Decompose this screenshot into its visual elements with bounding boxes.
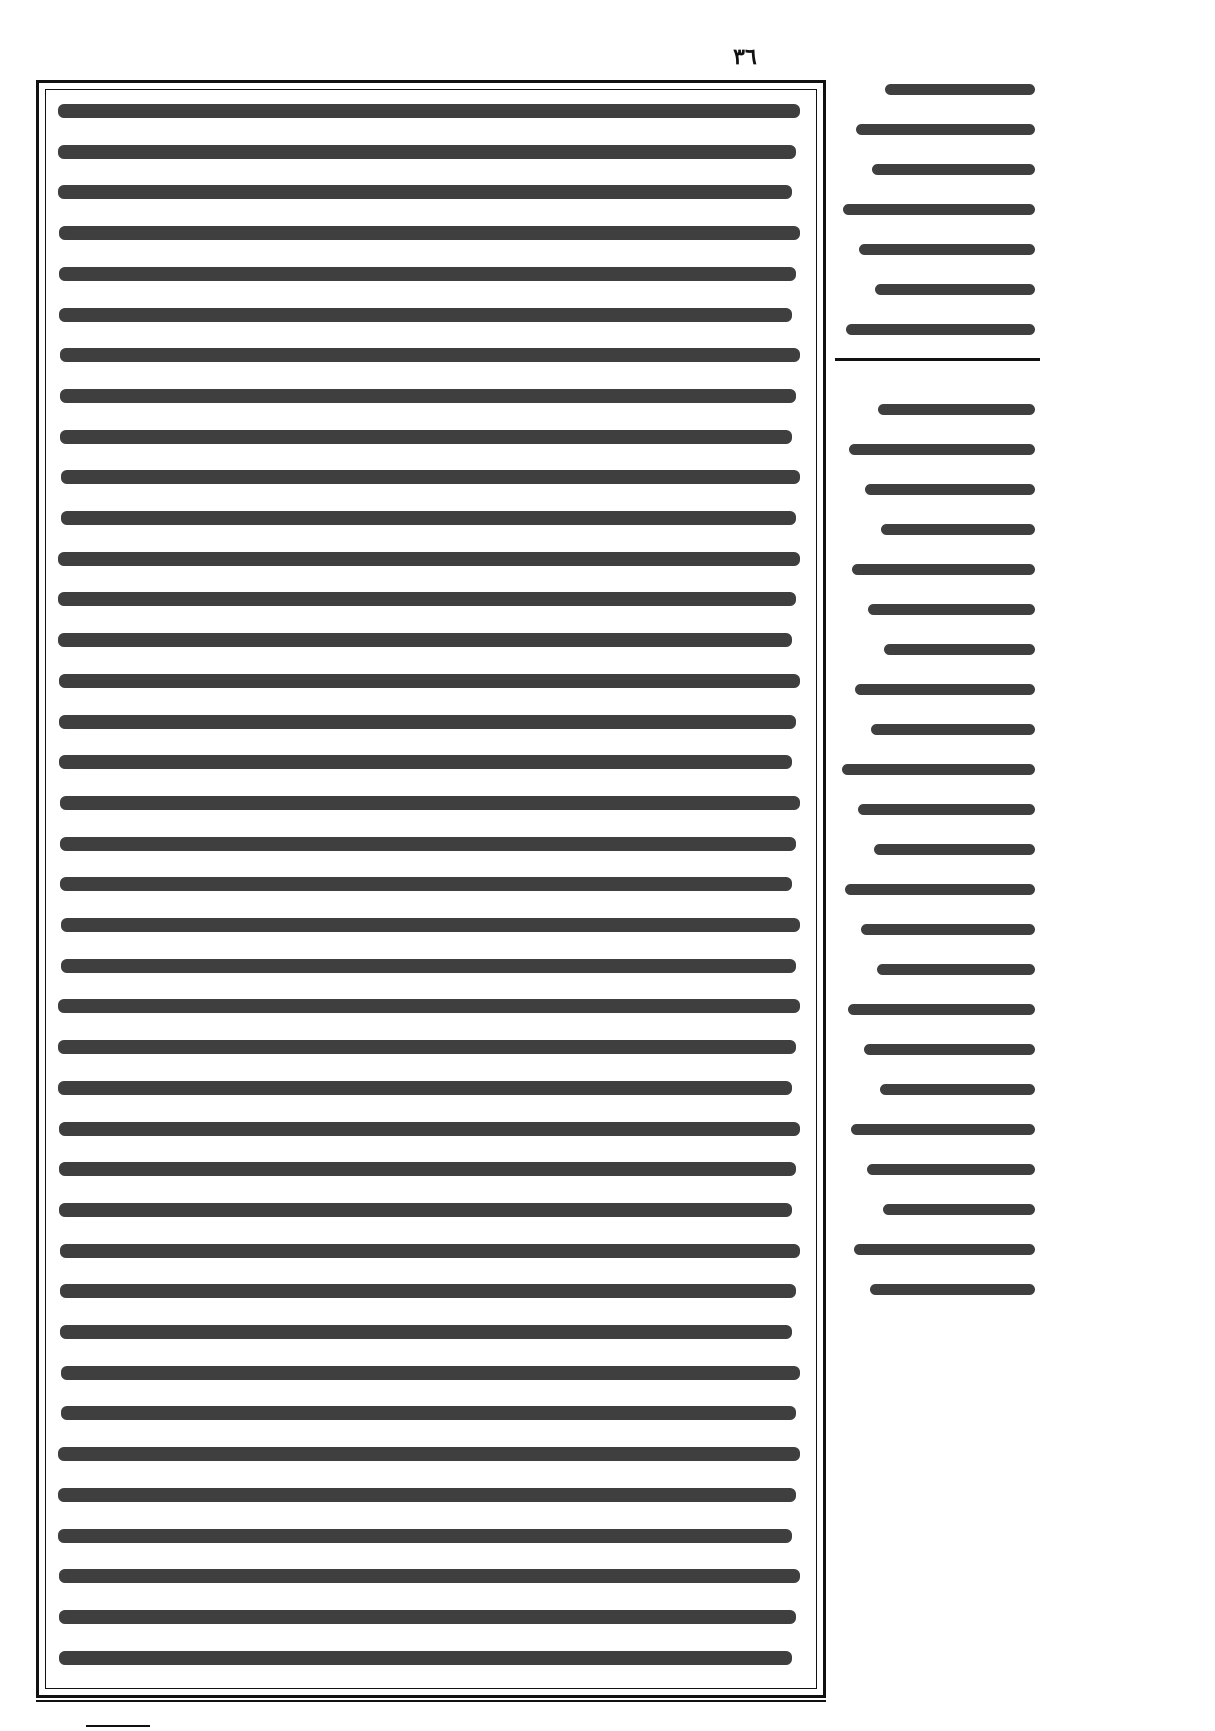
page-number: ٣٦ <box>733 44 757 70</box>
main-text-line <box>59 1569 800 1583</box>
margin-text-line <box>849 444 1035 455</box>
margin-text-line <box>852 564 1035 575</box>
margin-text-line <box>870 1284 1035 1295</box>
main-text-line <box>60 796 800 810</box>
main-text-line <box>60 1325 792 1339</box>
main-text-line <box>61 1406 796 1420</box>
main-text-line <box>58 145 796 159</box>
main-text-line <box>58 104 800 118</box>
margin-divider <box>835 358 1040 361</box>
main-text-line <box>61 470 800 484</box>
margin-text-line <box>864 1044 1035 1055</box>
main-text-line <box>60 389 796 403</box>
main-text-line <box>61 959 796 973</box>
main-text-line <box>59 755 792 769</box>
margin-text-line <box>883 1204 1035 1215</box>
margin-text-line <box>884 644 1035 655</box>
margin-text-line <box>878 404 1035 415</box>
main-text-line <box>58 592 796 606</box>
main-text-line <box>58 1488 796 1502</box>
main-text-line <box>59 674 800 688</box>
main-text-line <box>58 552 800 566</box>
margin-text-line <box>843 204 1035 215</box>
margin-text-line <box>851 1124 1035 1135</box>
margin-text-line <box>854 1244 1035 1255</box>
margin-text-line <box>845 884 1035 895</box>
main-text-line <box>59 1122 800 1136</box>
main-text-line <box>58 1447 800 1461</box>
main-text-line <box>58 999 800 1013</box>
margin-text-line <box>858 804 1035 815</box>
main-text-line <box>60 348 800 362</box>
margin-text-line <box>842 764 1035 775</box>
margin-text-line <box>861 924 1035 935</box>
margin-text-line <box>855 684 1035 695</box>
main-text-line <box>58 1529 792 1543</box>
main-text-line <box>61 511 796 525</box>
margin-text-line <box>872 164 1035 175</box>
margin-text-line <box>877 964 1035 975</box>
catchword <box>86 1707 150 1727</box>
main-text-line <box>60 877 792 891</box>
main-text-line <box>58 633 792 647</box>
main-text-line <box>59 1162 796 1176</box>
bottom-rule <box>36 1700 826 1702</box>
margin-text-line <box>871 724 1035 735</box>
main-text-line <box>59 267 796 281</box>
margin-text-line <box>875 284 1035 295</box>
margin-text-line <box>856 124 1035 135</box>
main-text-line <box>58 1040 796 1054</box>
main-text-line <box>59 1203 792 1217</box>
main-text-line <box>60 430 792 444</box>
margin-text-line <box>867 1164 1035 1175</box>
main-text-line <box>60 1244 800 1258</box>
margin-text-line <box>880 1084 1035 1095</box>
main-text-line <box>59 226 800 240</box>
main-text-line <box>59 1651 792 1665</box>
margin-text-line <box>846 324 1035 335</box>
main-text-line <box>61 1366 800 1380</box>
main-text-line <box>59 308 792 322</box>
margin-text-line <box>885 84 1035 95</box>
margin-text-line <box>848 1004 1035 1015</box>
margin-text-line <box>865 484 1035 495</box>
margin-text-line <box>859 244 1035 255</box>
margin-commentary-column <box>835 72 1040 1372</box>
main-text-line <box>59 715 796 729</box>
margin-text-line <box>868 604 1035 615</box>
main-text-line <box>61 918 800 932</box>
main-text-line <box>60 837 796 851</box>
main-text-line <box>60 1284 796 1298</box>
margin-text-line <box>881 524 1035 535</box>
main-text-line <box>59 1610 796 1624</box>
main-text-line <box>58 185 792 199</box>
main-text-line <box>58 1081 792 1095</box>
margin-text-line <box>874 844 1035 855</box>
